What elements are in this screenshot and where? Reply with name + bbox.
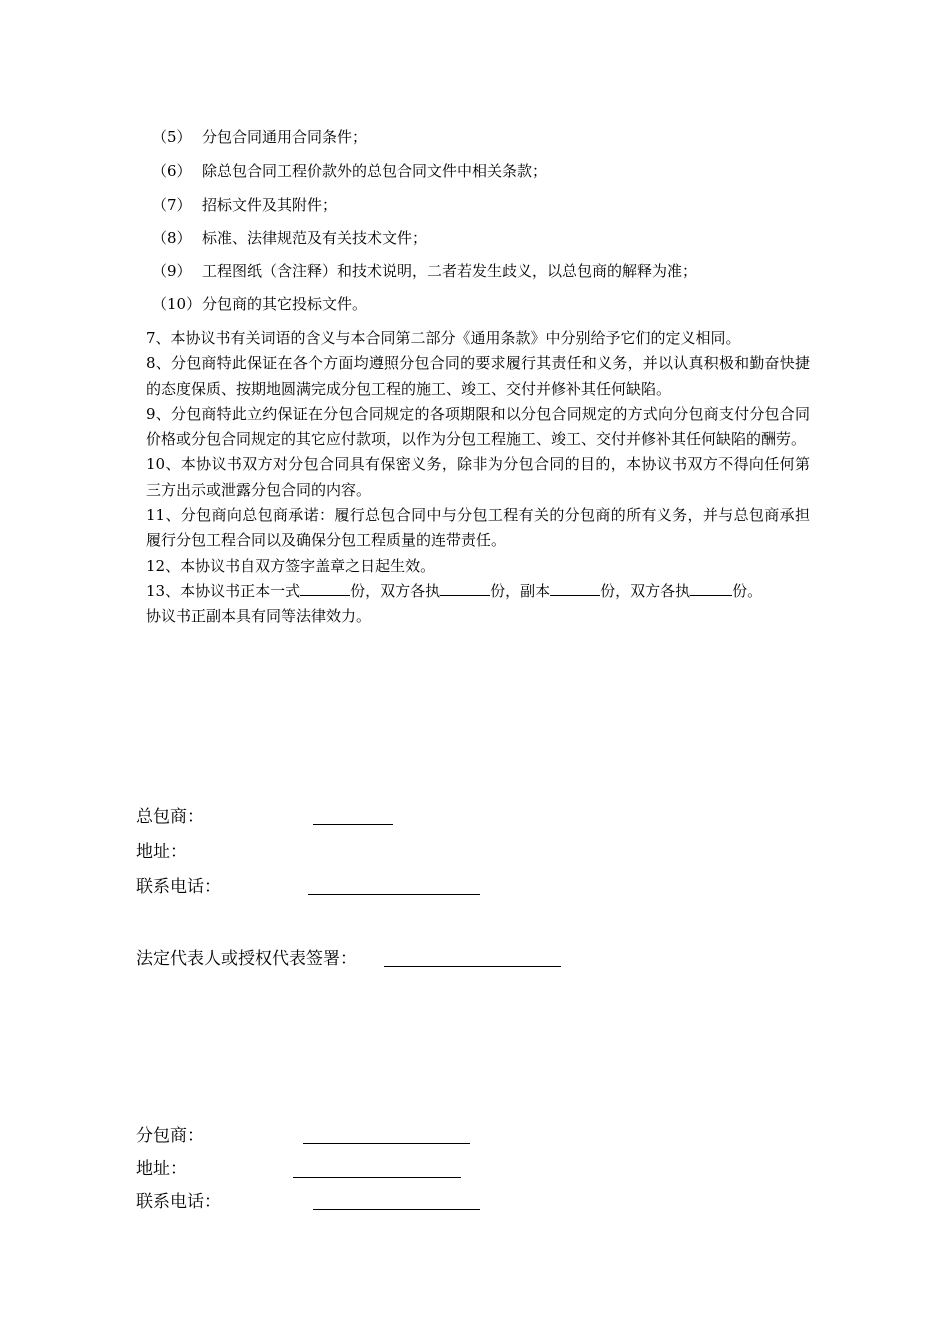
clause-10: 10、本协议书双方对分包合同具有保密义务，除非为分包合同的目的，本协议书双方不得向任何第三方出示或泄露分包合同的内容。 bbox=[146, 455, 810, 499]
clause-13-part4: 份，双方各执 bbox=[600, 581, 691, 600]
list-number: （10） bbox=[152, 295, 202, 313]
signature-field[interactable] bbox=[384, 966, 561, 967]
clause-13 bbox=[146, 579, 810, 604]
clauses-section bbox=[146, 326, 810, 630]
list-item-9 bbox=[152, 261, 697, 281]
copies-each-duplicate-blank[interactable] bbox=[690, 581, 732, 596]
subcontractor-address-label: 地址： bbox=[136, 1159, 187, 1179]
clause-13-part3: 份，副本 bbox=[490, 581, 551, 600]
list-item-7 bbox=[152, 195, 337, 215]
list-item-6 bbox=[152, 161, 547, 181]
list-number: （6） bbox=[152, 162, 192, 180]
general-contractor-phone-field[interactable] bbox=[308, 894, 480, 895]
list-text: 除总包合同工程价款外的总包合同文件中相关条款； bbox=[202, 162, 548, 180]
general-contractor-name-field[interactable] bbox=[313, 824, 393, 825]
list-number: （7） bbox=[152, 196, 192, 214]
clause-13-part2: 份，双方各执 bbox=[350, 581, 441, 600]
clause-11: 11、分包商向总包商承诺：履行总包合同中与分包工程有关的分包商的所有义务，并与总包商承担履行分包工程合同以及确保分包工程质量的连带责任。 bbox=[146, 506, 810, 550]
copies-duplicate-blank[interactable] bbox=[550, 581, 600, 596]
subcontractor-phone-field[interactable] bbox=[313, 1209, 480, 1210]
copies-each-original-blank[interactable] bbox=[440, 581, 490, 596]
list-item-10 bbox=[152, 294, 367, 314]
copies-original-blank[interactable] bbox=[300, 581, 350, 596]
list-number: （8） bbox=[152, 229, 192, 247]
subcontractor-name-field[interactable] bbox=[303, 1143, 470, 1144]
signature-label: 法定代表人或授权代表签署： bbox=[136, 949, 357, 969]
clause-13-part1: 13、本协议书正本一式 bbox=[146, 581, 301, 600]
subcontractor-label: 分包商： bbox=[136, 1126, 204, 1146]
list-text: 招标文件及其附件； bbox=[202, 196, 338, 214]
clause-13-validity: 协议书正副本具有同等法律效力。 bbox=[146, 607, 372, 626]
list-text: 标准、法律规范及有关技术文件； bbox=[202, 229, 428, 247]
general-contractor-label: 总包商： bbox=[136, 807, 204, 827]
list-text: 分包商的其它投标文件。 bbox=[202, 295, 368, 313]
clause-9: 9、分包商特此立约保证在分包合同规定的各项期限和以分包合同规定的方式向分包商支付分包合同价格或分包合同规定的其它应付款项，以作为分包工程施工、竣工、交付并修补其任何缺陷的酬劳。 bbox=[146, 404, 810, 449]
general-contractor-address-label: 地址： bbox=[136, 842, 187, 862]
clause-12: 12、本协议书自双方签字盖章之日起生效。 bbox=[146, 556, 436, 575]
subcontractor-phone-label: 联系电话： bbox=[136, 1192, 221, 1212]
list-number: （5） bbox=[152, 128, 192, 146]
subcontractor-address-field[interactable] bbox=[293, 1177, 461, 1178]
clause-13-part5: 份。 bbox=[732, 581, 763, 600]
list-number: （9） bbox=[152, 262, 192, 280]
list-item-8 bbox=[152, 228, 427, 248]
list-text: 分包合同通用合同条件； bbox=[202, 128, 368, 146]
clause-8: 8、分包商特此保证在各个方面均遵照分包合同的要求履行其责任和义务，并以认真积极和勤奋快捷的态度保质、按期地圆满完成分包工程的施工、竣工、交付并修补其任何缺陷。 bbox=[146, 354, 810, 398]
list-text: 工程图纸（含注释）和技术说明，二者若发生歧义，以总包商的解释为准； bbox=[202, 262, 698, 280]
general-contractor-phone-label: 联系电话： bbox=[136, 877, 221, 897]
list-item-5 bbox=[152, 127, 367, 147]
clause-7: 7、本协议书有关词语的含义与本合同第二部分《通用条款》中分别给予它们的定义相同。 bbox=[146, 329, 741, 347]
